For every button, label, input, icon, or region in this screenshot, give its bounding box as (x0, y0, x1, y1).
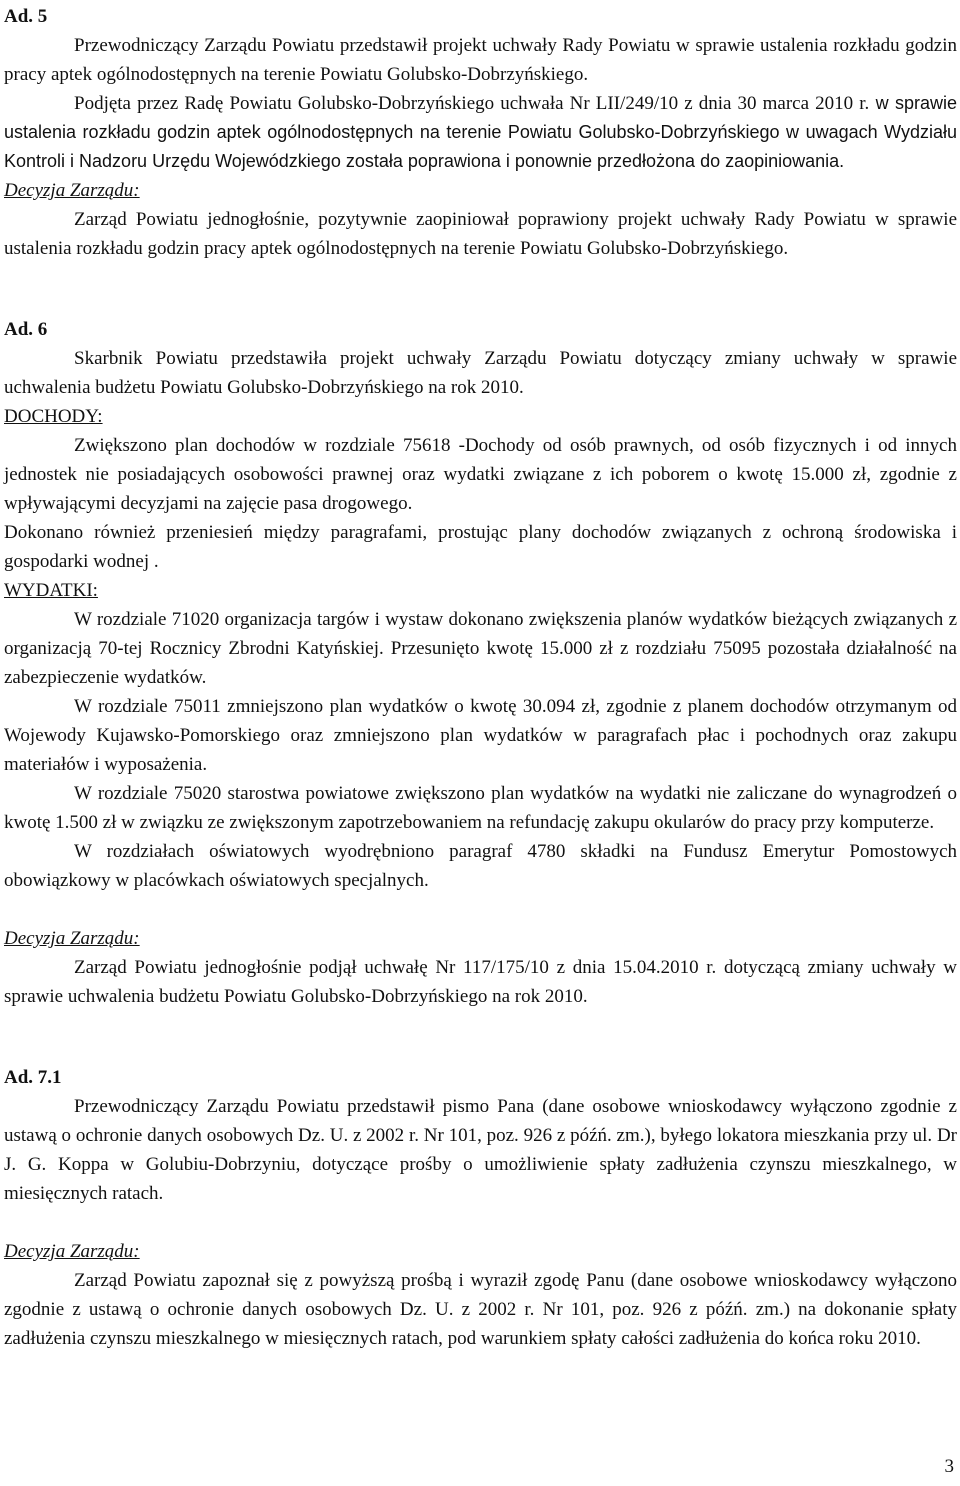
ad6-expense-paragraph-2: W rozdziale 75011 zmniejszono plan wydatków o kwotę 30.094 zł, zgodnie z planem dochodów otrzymanym od Wojewody Kujawsko-Pomorskiego oraz zmniejszono plan wydatków w paragrafach płac i pochodnych oraz zakupu materiałów i wyposażenia. (4, 696, 957, 775)
ad6-income-paragraph-2: Dokonano również przeniesień między paragrafami, prostując plany dochodów związanych z ochroną środowiska i gospodarki wodnej . (4, 522, 957, 572)
ad6-expense-paragraph-3: W rozdziale 75020 starostwa powiatowe zwiększono plan wydatków na wydatki nie zaliczane do wynagrodzeń o kwotę 1.500 zł w związku ze zwiększonym zapotrzebowaniem na refundację zakupu okularów do pracy przy komputerze. (4, 783, 957, 833)
ad71-paragraph-1: Przewodniczący Zarządu Powiatu przedstawił pismo Pana (dane osobowe wnioskodawcy wyłączono zgodnie z ustawą o ochronie danych osobowych Dz. U. z 2002 r. Nr 101, poz. 926 z późń. zm.), byłego lokatora mieszkania przy ul. Dr J. G. Koppa w Golubiu-Dobrzyniu, dotyczące prośby o umożliwienie spłaty zadłużenia czynszu mieszkalnego, w miesięcznych ratach. (4, 1096, 957, 1204)
ad5-resolution-ref: Podjęta przez Radę Powiatu Golubsko-Dobrzyńskiego uchwała Nr LII/249/10 z dnia 30 marca 2010 r. (74, 93, 870, 114)
ad6-income-label-row (4, 402, 957, 431)
spacer (4, 1011, 957, 1061)
ad5-decision-label (4, 176, 957, 205)
document-page (4, 0, 957, 1353)
ad5-decision-text: Zarząd Powiatu jednogłośnie, pozytywnie zaopiniował poprawiony projekt uchwały Rady Powiatu w sprawie ustalenia rozkładu godzin pracy aptek ogólnodostępnych na terenie Powiatu Golubsko-Dobrzyńskiego. (4, 209, 957, 259)
ad71-decision-label-row (4, 1237, 957, 1266)
section-heading-ad5: Ad. 5 (4, 6, 48, 27)
section-heading-ad6: Ad. 6 (4, 319, 48, 340)
decision-label: Decyzja Zarządu: (4, 180, 140, 201)
spacer (4, 895, 957, 924)
ad6-expense-label-row (4, 576, 957, 605)
section-heading-ad7-1: Ad. 7.1 (4, 1067, 62, 1088)
spacer (4, 1208, 957, 1237)
ad6-intro: Skarbnik Powiatu przedstawiła projekt uchwały Zarządu Powiatu dotyczący zmiany uchwały w sprawie uchwalenia budżetu Powiatu Golubsko-Dobrzyńskiego na rok 2010. (4, 348, 957, 398)
ad6-expense-paragraph-4: W rozdziałach oświatowych wyodrębniono paragraf 4780 składki na Fundusz Emerytur Pomostowych obowiązkowy w placówkach oświatowych specjalnych. (4, 841, 957, 891)
spacer (4, 263, 957, 313)
ad5-resolution-note: w sprawie ustalenia rozkładu godzin aptek ogólnodostępnych na terenie Powiatu Golubsko-Dobrzyńskiego w uwagach Wydziału Kontroli i Nadzoru Urzędu Wojewódzkiego została poprawiona i ponownie przedłożona do zaopiniowania. (4, 93, 957, 171)
decision-label: Decyzja Zarządu: (4, 1241, 140, 1262)
ad5-paragraph-2 (4, 89, 957, 176)
ad6-expense-paragraph-1: W rozdziale 71020 organizacja targów i wystaw dokonano zwiększenia planów wydatków bieżących związanych z organizacją 70-tej Rocznicy Zbrodni Katyńskiej. Przesunięto kwotę 15.000 zł z rozdziału 75095 pozostała działalność na zabezpieczenie wydatków. (4, 609, 957, 688)
ad5-paragraph-1: Przewodniczący Zarządu Powiatu przedstawił projekt uchwały Rady Powiatu w sprawie ustalenia rozkładu godzin pracy aptek ogólnodostępnych na terenie Powiatu Golubsko-Dobrzyńskiego. (4, 35, 957, 85)
ad6-income-paragraph-1: Zwiększono plan dochodów w rozdziale 75618 -Dochody od osób prawnych, od osób fizycznych i od innych jednostek nie posiadających osobowości prawnej oraz wydatki związane z ich poborem o kwotę 15.000 zł, zgodnie z wpływającymi decyzjami na zajęcie pasa drogowego. (4, 435, 957, 514)
ad71-decision-text: Zarząd Powiatu zapoznał się z powyższą prośbą i wyraził zgodę Panu (dane osobowe wnioskodawcy wyłączono zgodnie z ustawą o ochronie danych osobowych Dz. U. z 2002 r. Nr 101, poz. 926 z późń. zm.) na dokonanie spłaty zadłużenia czynszu mieszkalnego w miesięcznych ratach, pod warunkiem spłaty całości zadłużenia do końca roku 2010. (4, 1270, 957, 1349)
expense-label: WYDATKI: (4, 580, 98, 601)
page-number: 3 (944, 1456, 954, 1477)
income-label: DOCHODY: (4, 406, 103, 427)
decision-label: Decyzja Zarządu: (4, 928, 140, 949)
ad6-decision-label-row (4, 924, 957, 953)
ad6-decision-text: Zarząd Powiatu jednogłośnie podjął uchwałę Nr 117/175/10 z dnia 15.04.2010 r. dotyczącą zmiany uchwały w sprawie uchwalenia budżetu Powiatu Golubsko-Dobrzyńskiego na rok 2010. (4, 957, 957, 1007)
